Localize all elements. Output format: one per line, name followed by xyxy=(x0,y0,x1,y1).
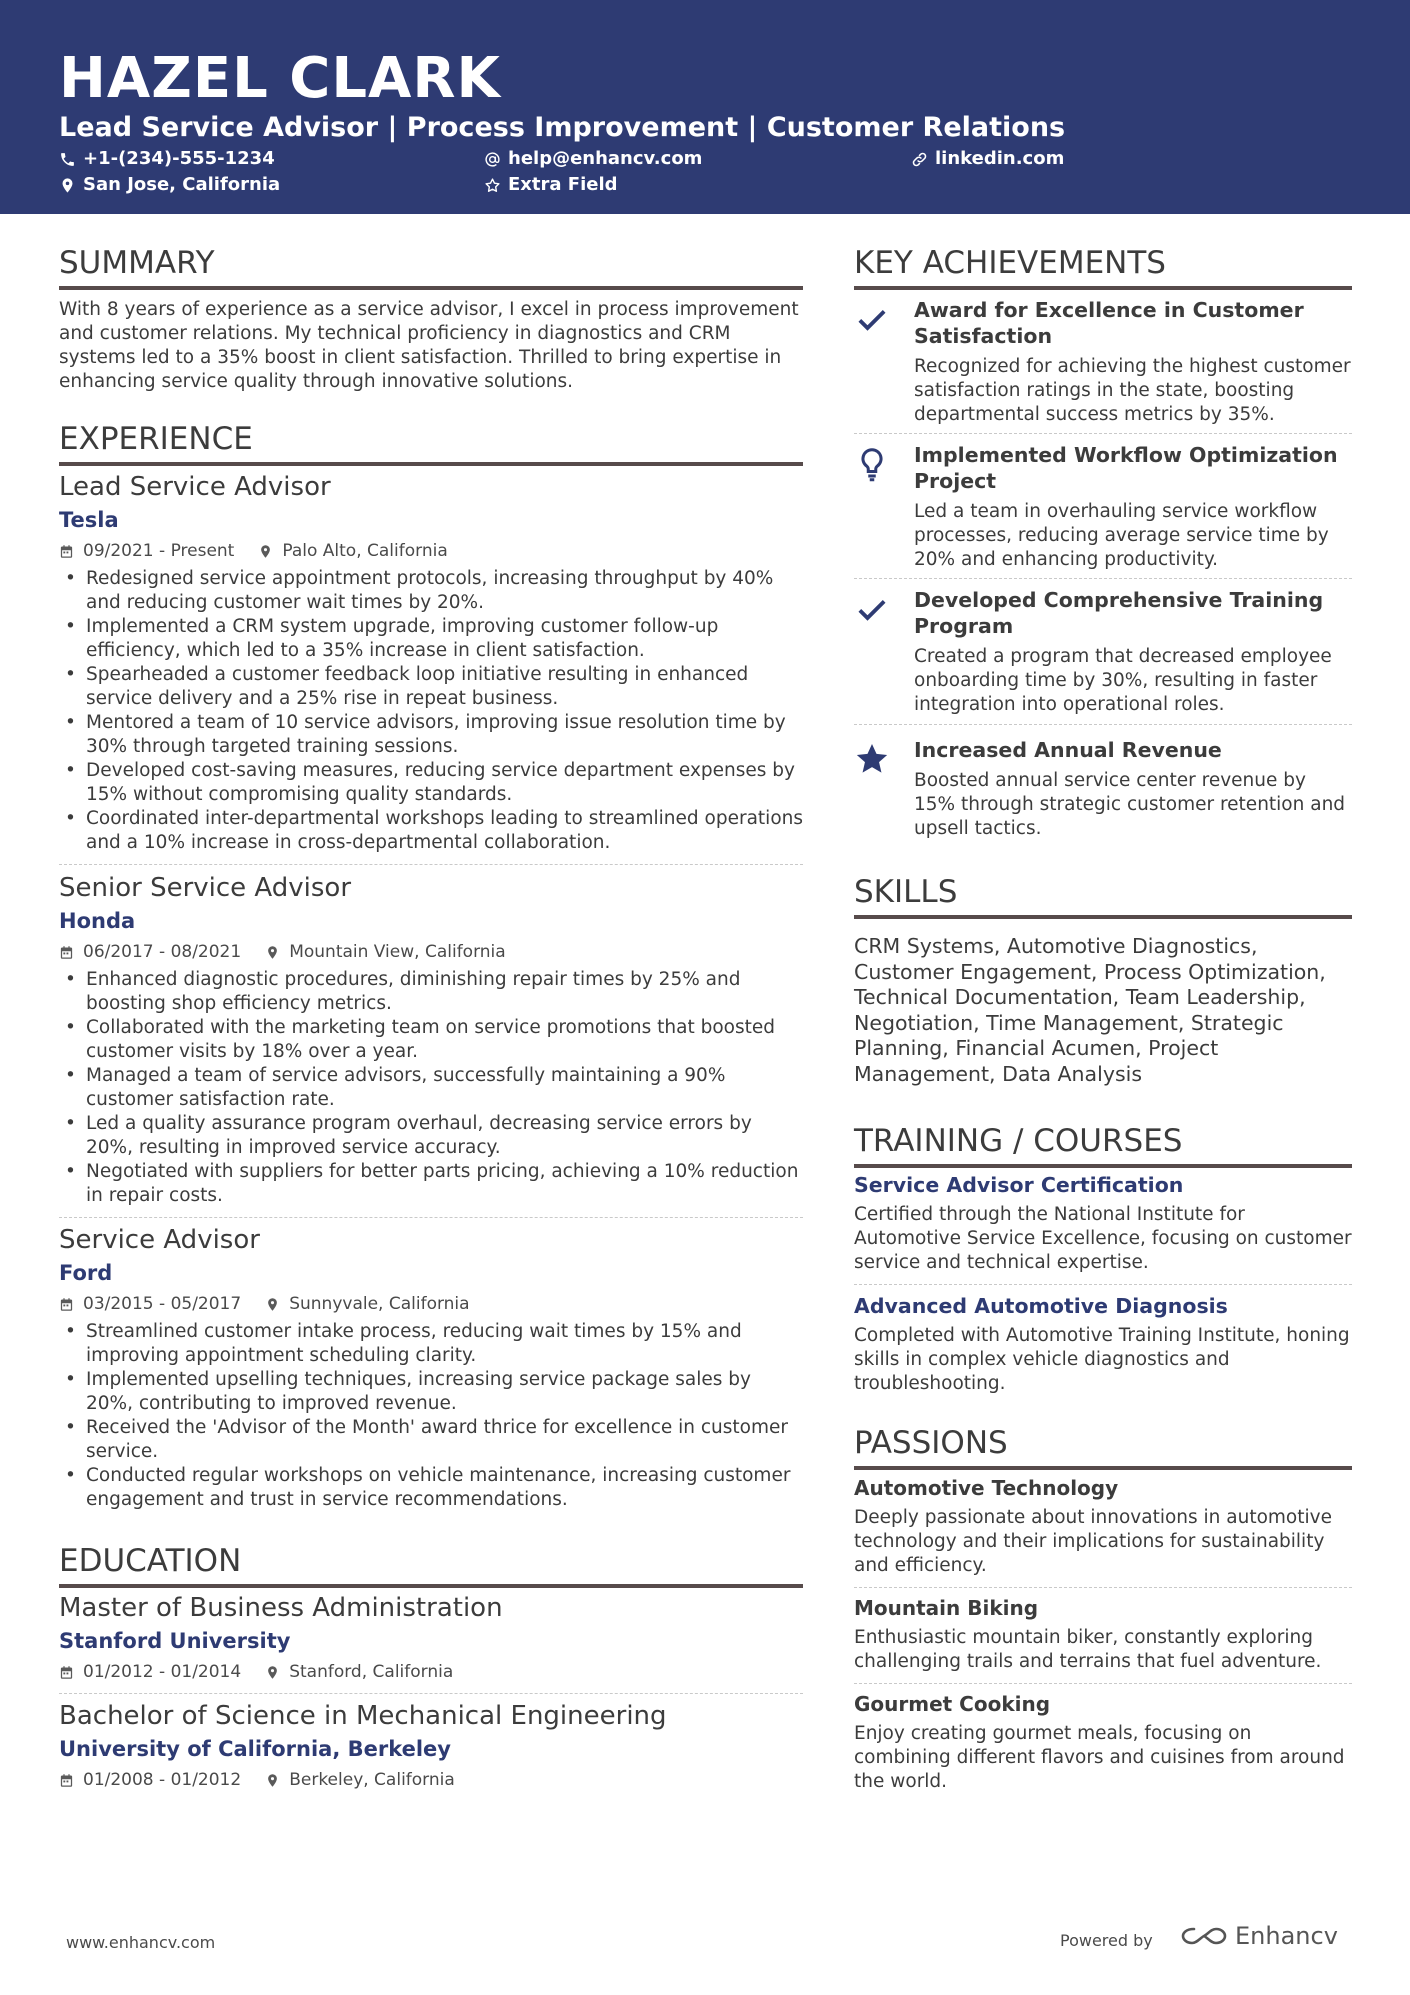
course-desc: Certified through the National Institute for Automotive Service Excellence, focusing on customer service and technical expertise. xyxy=(854,1204,1352,1273)
education-degree: Master of Business Administration xyxy=(59,1593,503,1623)
section-title-skills: SKILLS xyxy=(854,872,1352,919)
education-school: Stanford University xyxy=(59,1629,291,1653)
passion-item xyxy=(854,1690,1352,1794)
job-bullets xyxy=(59,567,803,855)
divider xyxy=(854,1587,1352,1588)
bullet-item: • Conducted regular workshops on vehicle maintenance, increasing customer engagement and trust in service recommendations. xyxy=(59,1464,803,1512)
contact-email-text: help@enhancv.com xyxy=(508,148,703,169)
education-school: University of California, Berkeley xyxy=(59,1737,451,1761)
achievement-desc: Created a program that decreased employee onboarding time by 30%, resulting in faster integration into operational roles. xyxy=(914,646,1332,715)
job-dates: 03/2015 - 05/2017 xyxy=(83,1294,242,1314)
summary-text: With 8 years of experience as a service advisor, I excel in process improvement and customer relations. My technical proficiency in diagnostics and CRM systems led to a 35% boost in client satisfaction. Thrilled to bring expertise in enhancing service quality through innovative solutions. xyxy=(59,299,799,392)
job-location xyxy=(258,538,447,564)
enhancv-logo-text: Enhancv xyxy=(1235,1922,1338,1950)
bullet-item: • Streamlined customer intake process, reducing wait times by 15% and improving appointment scheduling clarity. xyxy=(59,1320,803,1368)
divider xyxy=(854,1683,1352,1684)
resume-header xyxy=(0,0,1410,214)
education-meta xyxy=(59,1767,803,1793)
achievement-item xyxy=(854,737,1352,841)
education-location xyxy=(265,1659,453,1685)
bullet-item: • Developed cost-saving measures, reducing service department expenses by 15% without compromising quality standards. xyxy=(59,759,803,807)
bullet-item: • Negotiated with suppliers for better parts pricing, achieving a 10% reduction in repair costs. xyxy=(59,1160,803,1208)
passion-item xyxy=(854,1594,1352,1674)
enhancv-logo-icon xyxy=(1180,1923,1228,1949)
course-title: Service Advisor Certification xyxy=(854,1173,1184,1197)
passion-desc: Deeply passionate about innovations in automotive technology and their implications for sustainability and efficiency. xyxy=(854,1507,1332,1576)
job-company: Tesla xyxy=(59,508,119,532)
candidate-headline: Lead Service Advisor | Process Improvement | Customer Relations xyxy=(59,112,1066,143)
calendar-icon xyxy=(59,1297,74,1312)
calendar-icon xyxy=(59,1773,74,1788)
calendar-icon xyxy=(59,1665,74,1680)
achievement-item xyxy=(854,297,1352,427)
passion-title: Gourmet Cooking xyxy=(854,1692,1051,1716)
divider xyxy=(854,724,1352,725)
bullet-item: • Enhanced diagnostic procedures, diminishing repair times by 25% and boosting shop efficiency metrics. xyxy=(59,968,803,1016)
job-meta xyxy=(59,1291,803,1317)
contact-extra-text: Extra Field xyxy=(508,174,618,195)
job-location-text: Sunnyvale, California xyxy=(289,1294,470,1314)
passion-desc: Enthusiastic mountain biker, constantly exploring challenging trails and terrains that fuel adventure. xyxy=(854,1627,1322,1672)
course-title: Advanced Automotive Diagnosis xyxy=(854,1294,1228,1318)
achievement-desc: Led a team in overhauling service workflow processes, reducing average service time by 20% and enhancing productivity. xyxy=(914,501,1329,570)
star-icon xyxy=(854,741,890,777)
section-title-summary: SUMMARY xyxy=(59,243,803,290)
job-location xyxy=(265,939,505,965)
job-company: Honda xyxy=(59,909,136,933)
skills-text: CRM Systems, Automotive Diagnostics, Customer Engagement, Process Optimization, Technical Documentation, Team Leadership, Negotiation, Time Management, Strategic Planning, Financial Acumen, Project Management, Data Analysis xyxy=(854,934,1326,1086)
bullet-item: • Spearheaded a customer feedback loop initiative resulting in enhanced service delivery and a 25% rise in repeat business. xyxy=(59,663,803,711)
job-meta xyxy=(59,939,803,965)
education-location-text: Stanford, California xyxy=(289,1662,454,1682)
bullet-item: • Redesigned service appointment protocols, increasing throughput by 40% and reducing customer wait times by 20%. xyxy=(59,567,803,615)
section-title-achievements: KEY ACHIEVEMENTS xyxy=(854,243,1352,290)
job-dates: 09/2021 - Present xyxy=(83,541,235,561)
contact-phone-text: +1-(234)-555-1234 xyxy=(83,148,275,169)
location-pin-icon xyxy=(258,544,273,559)
divider xyxy=(854,1284,1352,1285)
job-location xyxy=(265,1291,469,1317)
divider xyxy=(59,1693,803,1694)
footer-powered-by: Powered by xyxy=(1060,1931,1153,1950)
achievement-item xyxy=(854,442,1352,572)
passion-item xyxy=(854,1474,1352,1578)
job-title: Service Advisor xyxy=(59,1225,260,1255)
bullet-item: • Coordinated inter-departmental workshops leading to streamlined operations and a 10% increase in cross-departmental collaboration. xyxy=(59,807,803,855)
job-entry xyxy=(59,470,803,855)
education-dates: 01/2008 - 01/2012 xyxy=(83,1770,242,1790)
education-dates: 01/2012 - 01/2014 xyxy=(83,1662,242,1682)
contact-email[interactable] xyxy=(484,146,702,172)
candidate-name: HAZEL CLARK xyxy=(59,46,501,111)
bullet-item: • Collaborated with the marketing team on service promotions that boosted customer visits by 18% over a year. xyxy=(59,1016,803,1064)
education-entry xyxy=(59,1699,803,1793)
bullet-item: • Mentored a team of 10 service advisors, improving issue resolution time by 30% through targeted training sessions. xyxy=(59,711,803,759)
education-degree: Bachelor of Science in Mechanical Engineering xyxy=(59,1701,667,1731)
contact-link-text: linkedin.com xyxy=(935,148,1065,169)
job-entry xyxy=(59,1223,803,1512)
bullet-item: • Managed a team of service advisors, successfully maintaining a 90% customer satisfaction rate. xyxy=(59,1064,803,1112)
divider xyxy=(59,1217,803,1218)
job-location-text: Mountain View, California xyxy=(289,942,506,962)
job-dates: 06/2017 - 08/2021 xyxy=(83,942,242,962)
phone-icon xyxy=(59,151,76,168)
course-item xyxy=(854,1292,1352,1396)
achievement-desc: Boosted annual service center revenue by 15% through strategic customer retention and upsell tactics. xyxy=(914,770,1346,839)
contact-location-text: San Jose, California xyxy=(83,174,281,195)
education-entry xyxy=(59,1591,803,1685)
location-pin-icon xyxy=(265,1297,280,1312)
contact-phone[interactable] xyxy=(59,146,275,172)
bullet-item: • Received the 'Advisor of the Month' award thrice for excellence in customer service. xyxy=(59,1416,803,1464)
divider xyxy=(59,864,803,865)
divider xyxy=(854,433,1352,434)
location-pin-icon xyxy=(265,1665,280,1680)
passion-title: Automotive Technology xyxy=(854,1476,1119,1500)
education-location-text: Berkeley, California xyxy=(289,1770,455,1790)
check-icon xyxy=(854,591,890,627)
job-entry xyxy=(59,871,803,1208)
course-desc: Completed with Automotive Training Institute, honing skills in complex vehicle diagnostics and troubleshooting. xyxy=(854,1325,1350,1394)
lightbulb-icon xyxy=(854,446,890,482)
bullet-item: • Led a quality assurance program overhaul, decreasing service errors by 20%, resulting in improved service accuracy. xyxy=(59,1112,803,1160)
section-title-passions: PASSIONS xyxy=(854,1423,1352,1470)
calendar-icon xyxy=(59,544,74,559)
divider xyxy=(854,578,1352,579)
passion-desc: Enjoy creating gourmet meals, focusing on combining different flavors and cuisines from around the world. xyxy=(854,1723,1345,1792)
enhancv-logo[interactable] xyxy=(1180,1922,1338,1950)
check-icon xyxy=(854,301,890,337)
section-title-experience: EXPERIENCE xyxy=(59,419,803,466)
link-icon xyxy=(911,151,928,168)
location-pin-icon xyxy=(59,177,76,194)
section-title-training: TRAINING / COURSES xyxy=(854,1121,1352,1168)
achievement-item xyxy=(854,587,1352,717)
passion-title: Mountain Biking xyxy=(854,1596,1039,1620)
job-title: Lead Service Advisor xyxy=(59,472,331,502)
achievement-desc: Recognized for achieving the highest customer satisfaction ratings in the state, boosting departmental success metrics by 35%. xyxy=(914,356,1351,425)
bullet-item: • Implemented upselling techniques, increasing service package sales by 20%, contributing to improved revenue. xyxy=(59,1368,803,1416)
location-pin-icon xyxy=(265,1773,280,1788)
section-title-education: EDUCATION xyxy=(59,1541,803,1588)
job-bullets xyxy=(59,1320,803,1512)
job-location-text: Palo Alto, California xyxy=(282,541,448,561)
job-bullets xyxy=(59,968,803,1208)
education-location xyxy=(265,1767,455,1793)
footer-url[interactable]: www.enhancv.com xyxy=(66,1933,216,1952)
contact-link[interactable] xyxy=(911,146,1064,172)
bullet-item: • Implemented a CRM system upgrade, improving customer follow-up efficiency, which led to a 35% increase in client satisfaction. xyxy=(59,615,803,663)
star-outline-icon xyxy=(484,177,501,194)
contact-extra xyxy=(484,172,618,198)
calendar-icon xyxy=(59,945,74,960)
job-title: Senior Service Advisor xyxy=(59,873,352,903)
contact-location xyxy=(59,172,280,198)
at-icon xyxy=(484,151,501,168)
achievement-title: Developed Comprehensive Training Program xyxy=(914,588,1324,638)
achievement-title: Award for Excellence in Customer Satisfaction xyxy=(914,298,1304,348)
location-pin-icon xyxy=(265,945,280,960)
job-company: Ford xyxy=(59,1261,113,1285)
education-meta xyxy=(59,1659,803,1685)
course-item xyxy=(854,1171,1352,1275)
achievement-title: Increased Annual Revenue xyxy=(914,738,1222,762)
achievement-title: Implemented Workflow Optimization Project xyxy=(914,443,1338,493)
job-meta xyxy=(59,538,803,564)
